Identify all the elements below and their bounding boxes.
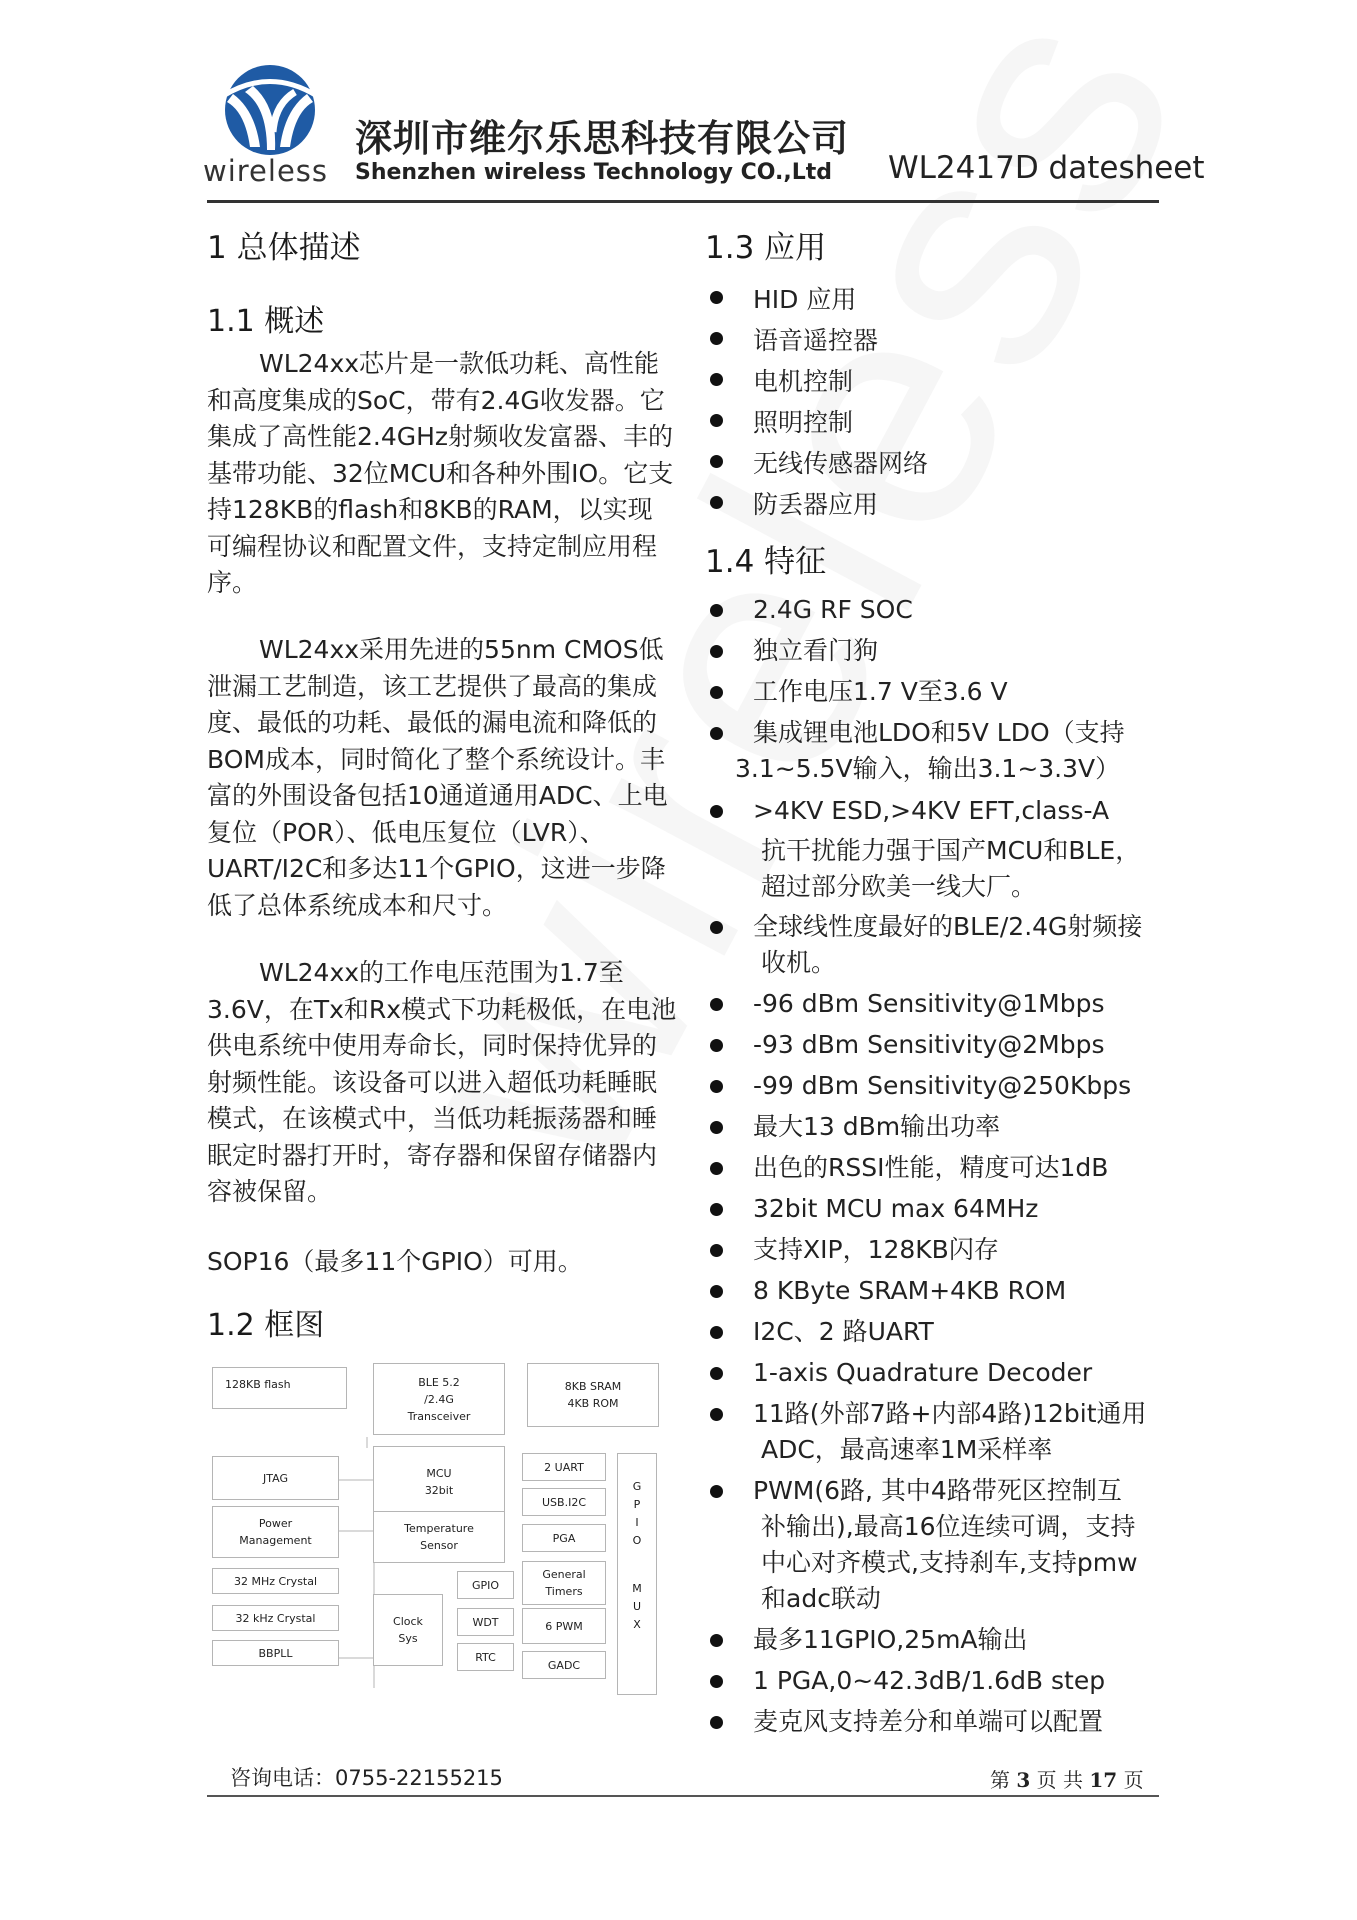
- mux-letter: U: [632, 1600, 642, 1613]
- power-label-1: Power: [258, 1517, 293, 1530]
- feature-item: 支持XIP，128KB闪存: [700, 1232, 1170, 1273]
- feature-item: 集成锂电池LDO和5V LDO（支持 3.1~5.5V输入，输出3.1~3.3V）: [700, 715, 1170, 793]
- feature-item: 独立看门狗: [700, 633, 1170, 674]
- feature-item: 2.4G RF SOC: [700, 592, 1170, 633]
- power-label-2: Management: [239, 1534, 312, 1547]
- mcu-label-1: MCU: [426, 1467, 452, 1480]
- gpio-label: GPIO: [471, 1578, 500, 1592]
- wdt-block: [457, 1608, 514, 1636]
- power-management-block: [212, 1506, 339, 1558]
- pga-label: PGA: [552, 1531, 576, 1545]
- current-page: 3: [1016, 1768, 1031, 1792]
- section-1-title: 1 总体描述: [207, 230, 361, 266]
- pwm-block: [522, 1608, 606, 1644]
- overview-paragraph-1: WL24xx芯片是一款低功耗、高性能和高度集成的SoC，带有2.4G收发器。它集成了高性能2.4GHz射频收发富器、丰的基带功能、32位MCU和各种外围IO。它支持128KB的flash和8KB的RAM，以实现可编程协议和配置文件，支持定制应用程序。: [207, 349, 674, 597]
- feature-item: 11路(外部7路+内部4路)12bit通用 ADC，最高速率1M采样率: [700, 1396, 1170, 1472]
- block-diagram: [207, 1358, 667, 1698]
- bbpll-block: [212, 1640, 339, 1666]
- feature-item: 1-axis Quadrature Decoder: [700, 1355, 1170, 1396]
- 32khz-crystal-label: 32 kHz Crystal: [235, 1611, 316, 1625]
- header-divider: [207, 200, 1159, 203]
- section-1-3-title: 1.3 应用: [705, 230, 827, 266]
- total-pages: 17: [1089, 1768, 1118, 1792]
- wdt-label: WDT: [472, 1615, 499, 1629]
- company-logo: [205, 62, 335, 190]
- feature-item: 工作电压1.7 V至3.6 V: [700, 674, 1170, 715]
- mcu-label-2: 32bit: [424, 1484, 454, 1497]
- rtc-label: RTC: [475, 1650, 496, 1664]
- feature-item: >4KV ESD,>4KV EFT,class-A 抗干扰能力强于国产MCU和BLE， 超过部分欧美一线大厂。: [700, 793, 1170, 905]
- jtag-label: JTAG: [263, 1471, 288, 1485]
- rom-label: 4KB ROM: [567, 1397, 619, 1410]
- gadc-block: [522, 1651, 606, 1679]
- mux-letter: G: [632, 1480, 642, 1493]
- feature-item: 最大13 dBm输出功率: [700, 1109, 1170, 1150]
- 32khz-crystal-block: [212, 1605, 339, 1631]
- clock-sys-block: [373, 1594, 443, 1666]
- uart-block: [522, 1453, 606, 1481]
- 32mhz-crystal-block: [212, 1568, 339, 1594]
- mux-letter: M: [632, 1582, 642, 1595]
- bbpll-label: BBPLL: [258, 1646, 293, 1660]
- sram-label: 8KB SRAM: [564, 1380, 622, 1393]
- rtc-block: [457, 1643, 514, 1671]
- page-suffix: 页: [1123, 1768, 1144, 1792]
- temperature-sensor-block: [373, 1511, 505, 1563]
- uart-label: 2 UART: [544, 1460, 584, 1474]
- mcu-block: [373, 1446, 505, 1518]
- application-item: 防丢器应用: [700, 484, 1170, 525]
- pwm-label: 6 PWM: [545, 1619, 583, 1633]
- ble-label-3: Transceiver: [407, 1409, 471, 1423]
- feature-item: I2C、2 路UART: [700, 1314, 1170, 1355]
- feature-item: 32bit MCU max 64MHz: [700, 1191, 1170, 1232]
- sram-rom-block: [527, 1363, 659, 1427]
- section-1-2-title: 1.2 框图: [207, 1308, 325, 1343]
- gpio-mux-block: [617, 1453, 657, 1695]
- feature-item: -99 dBm Sensitivity@250Kbps: [700, 1068, 1170, 1109]
- section-1-4-title: 1.4 特征: [705, 544, 827, 580]
- footer-divider: [207, 1795, 1159, 1797]
- 32mhz-crystal-label: 32 MHz Crystal: [233, 1574, 318, 1588]
- contact-phone: 咨询电话：0755-22155215: [230, 1766, 503, 1790]
- logo-wordmark: wireless: [203, 154, 329, 188]
- mux-letter: I: [635, 1516, 639, 1529]
- feature-item: PWM(6路, 其中4路带死区控制互 补输出),最高16位连续可调，支持 中心对齐模式,支持刹车,支持pmw 和adc联动: [700, 1473, 1170, 1621]
- mux-letter: P: [633, 1498, 641, 1511]
- feature-item: 出色的RSSI性能，精度可达1dB: [700, 1150, 1170, 1191]
- page-mid: 页 共: [1036, 1768, 1083, 1792]
- application-item: 无线传感器网络: [700, 443, 1170, 484]
- feature-item: -96 dBm Sensitivity@1Mbps: [700, 986, 1170, 1027]
- temp-label-2: Sensor: [420, 1539, 458, 1552]
- clock-label-1: Clock: [393, 1615, 423, 1628]
- page-prefix: 第: [990, 1768, 1010, 1792]
- application-item: 电机控制: [700, 361, 1170, 402]
- gadc-label: GADC: [547, 1658, 581, 1672]
- feature-item: 最多11GPIO,25mA输出: [700, 1622, 1170, 1663]
- applications-list: [700, 279, 1170, 525]
- flash-label: 128KB flash: [225, 1378, 291, 1391]
- timers-label-1: General: [542, 1568, 586, 1581]
- mux-letter: X: [633, 1618, 641, 1631]
- jtag-block: [212, 1456, 339, 1500]
- flash-block: [212, 1367, 347, 1409]
- ble-transceiver-block: [373, 1363, 505, 1435]
- company-name-en: Shenzhen wireless Technology CO.,Ltd: [355, 160, 832, 185]
- overview-paragraph-4: SOP16（最多11个GPIO）可用。: [207, 1247, 583, 1276]
- application-item: 照明控制: [700, 402, 1170, 443]
- feature-item: 麦克风支持差分和单端可以配置: [700, 1704, 1170, 1745]
- timers-label-2: Timers: [545, 1585, 583, 1598]
- mux-letter: O: [632, 1534, 642, 1547]
- usb-i2c-block: [522, 1488, 606, 1516]
- ble-label-1: BLE 5.2: [418, 1375, 460, 1389]
- page-number: [990, 1764, 1144, 1793]
- feature-item: 全球线性度最好的BLE/2.4G射频接 收机。: [700, 909, 1170, 985]
- usb-i2c-label: USB.I2C: [542, 1495, 586, 1509]
- ble-label-2: /2.4G: [424, 1392, 454, 1406]
- document-title: WL2417D datesheet: [888, 150, 1205, 186]
- clock-label-2: Sys: [398, 1632, 418, 1645]
- overview-paragraph-2: WL24xx采用先进的55nm CMOS低泄漏工艺制造，该工艺提供了最高的集成度、最低的功耗、最低的漏电流和降低的BOM成本，同时简化了整个系统设计。丰富的外围设备包括10通道通用ADC、上电复位（POR）、低电压复位（LVR）、UART/I2C和多达11个GPIO，这进一步降低了总体系统成本和尺寸。: [207, 635, 668, 920]
- general-timers-block: [522, 1561, 606, 1605]
- pga-block: [522, 1524, 606, 1552]
- feature-item: 1 PGA,0~42.3dB/1.6dB step: [700, 1663, 1170, 1704]
- feature-item: -93 dBm Sensitivity@2Mbps: [700, 1027, 1170, 1068]
- temp-label-1: Temperature: [404, 1522, 474, 1535]
- gpio-block: [457, 1571, 514, 1599]
- company-name-cn: 深圳市维尔乐思科技有限公司: [355, 117, 849, 160]
- feature-item: 8 KByte SRAM+4KB ROM: [700, 1273, 1170, 1314]
- application-item: 语音遥控器: [700, 320, 1170, 361]
- application-item: HID 应用: [700, 279, 1170, 320]
- overview-paragraph-3: WL24xx的工作电压范围为1.7至3.6V，在Tx和Rx模式下功耗极低，在电池供电系统中使用寿命长，同时保持优异的射频性能。该设备可以进入超低功耗睡眠模式，在该模式中，当低功耗振荡器和睡眠定时器打开时，寄存器和保留存储器内容被保留。: [207, 958, 677, 1206]
- section-1-1-title: 1.1 概述: [207, 304, 325, 339]
